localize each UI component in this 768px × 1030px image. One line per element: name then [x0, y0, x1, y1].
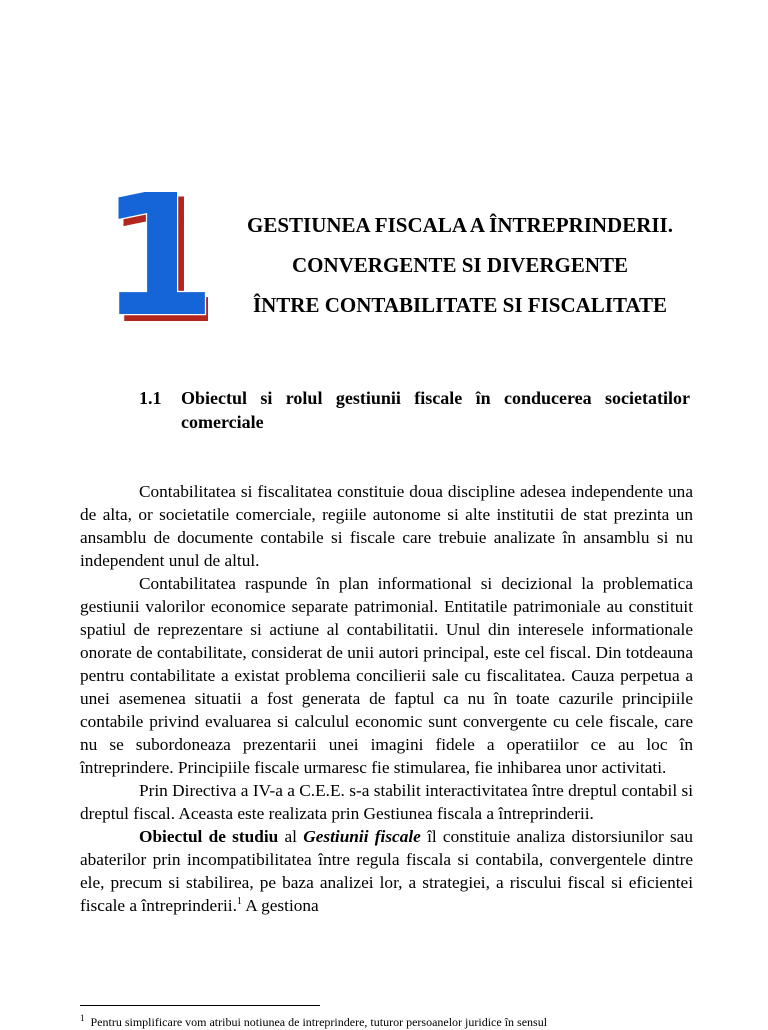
chapter-number-digit: 1	[118, 192, 208, 327]
footnote-marker: 1	[80, 1013, 85, 1023]
chapter-title-line: GESTIUNEA FISCALA A ÎNTREPRINDERII.	[247, 213, 673, 237]
paragraph: Prin Directiva a IV-a a C.E.E. s-a stabilit interactivitatea între dreptul contabil si dreptul fiscal. Aceasta este realizata prin Gestiunea fiscala a întreprinderii.	[80, 781, 693, 823]
paragraph: Contabilitatea raspunde în plan informational si decizional la problematica gestiunii valorilor economice separate patrimonial. Entitatile patrimoniale au constituit spatiul de reprezentare si actiune al contabilitatii. Unul din interesele informationale onorate de contabilitate, considerat de unii autori principal, este cel fiscal. Din totdeauna pentru contabilitate a existat problema concilierii sale cu fiscalitatea. Cauza perpetua a unei asemenea situatii a fost generata de faptul ca nu în toate cazurile principiile contabile privind evaluarea si calculul economic sunt convergente cu cele fiscale, care nu se subordoneaza prezentarii unei imagini fidele a operatiilor ce au loc în întreprindere. Principiile fiscale urmaresc fie stimularea, fie inhibarea unor activitati.	[80, 574, 693, 777]
section-number: 1.1	[139, 388, 162, 408]
chapter-number-graphic	[118, 192, 208, 327]
footnote-reference[interactable]: 1	[236, 896, 242, 908]
section-title: Obiectul si rolul gestiunii fiscale în conducerea societatilor comerciale	[181, 388, 690, 432]
chapter-title	[210, 208, 710, 328]
bold-lead: Obiectul de studiu	[139, 827, 279, 846]
chapter-number-shadow: 1	[118, 192, 208, 327]
paragraph: Contabilitatea si fiscalitatea constituie doua discipline adesea independente una de alta, or societatile comerciale, regiile autonome si alte institutii de stat prezinta un ansamblu de documente contabile si fiscale care trebuie analizate în ansamblu si nu independent unul de altul.	[80, 482, 693, 570]
footnote	[80, 1010, 693, 1030]
footnote-divider	[80, 1005, 320, 1006]
italic-term: Gestiunii fiscale	[303, 827, 421, 846]
body-text	[80, 480, 693, 917]
paragraph: Obiectul de studiu al Gestiunii fiscale îl constituie analiza distorsiunilor sau abaterilor prin incompatibilitatea între regula fiscala si contabila, convergentele dintre ele, precum si stabilirea, pe baza analizei lor, a strategiei, a riscului fiscal si eficientei fiscale a întreprinderii.$^1$ A gestiona	[80, 827, 693, 915]
footnote-text: Pentru simplificare vom atribui notiunea de intreprindere, tuturor persoanelor juridice în sensul	[90, 1015, 548, 1029]
chapter-title-line: CONVERGENTE SI DIVERGENTE	[291, 253, 629, 277]
chapter-title-line: ÎNTRE CONTABILITATE SI FISCALITATE	[252, 293, 668, 317]
